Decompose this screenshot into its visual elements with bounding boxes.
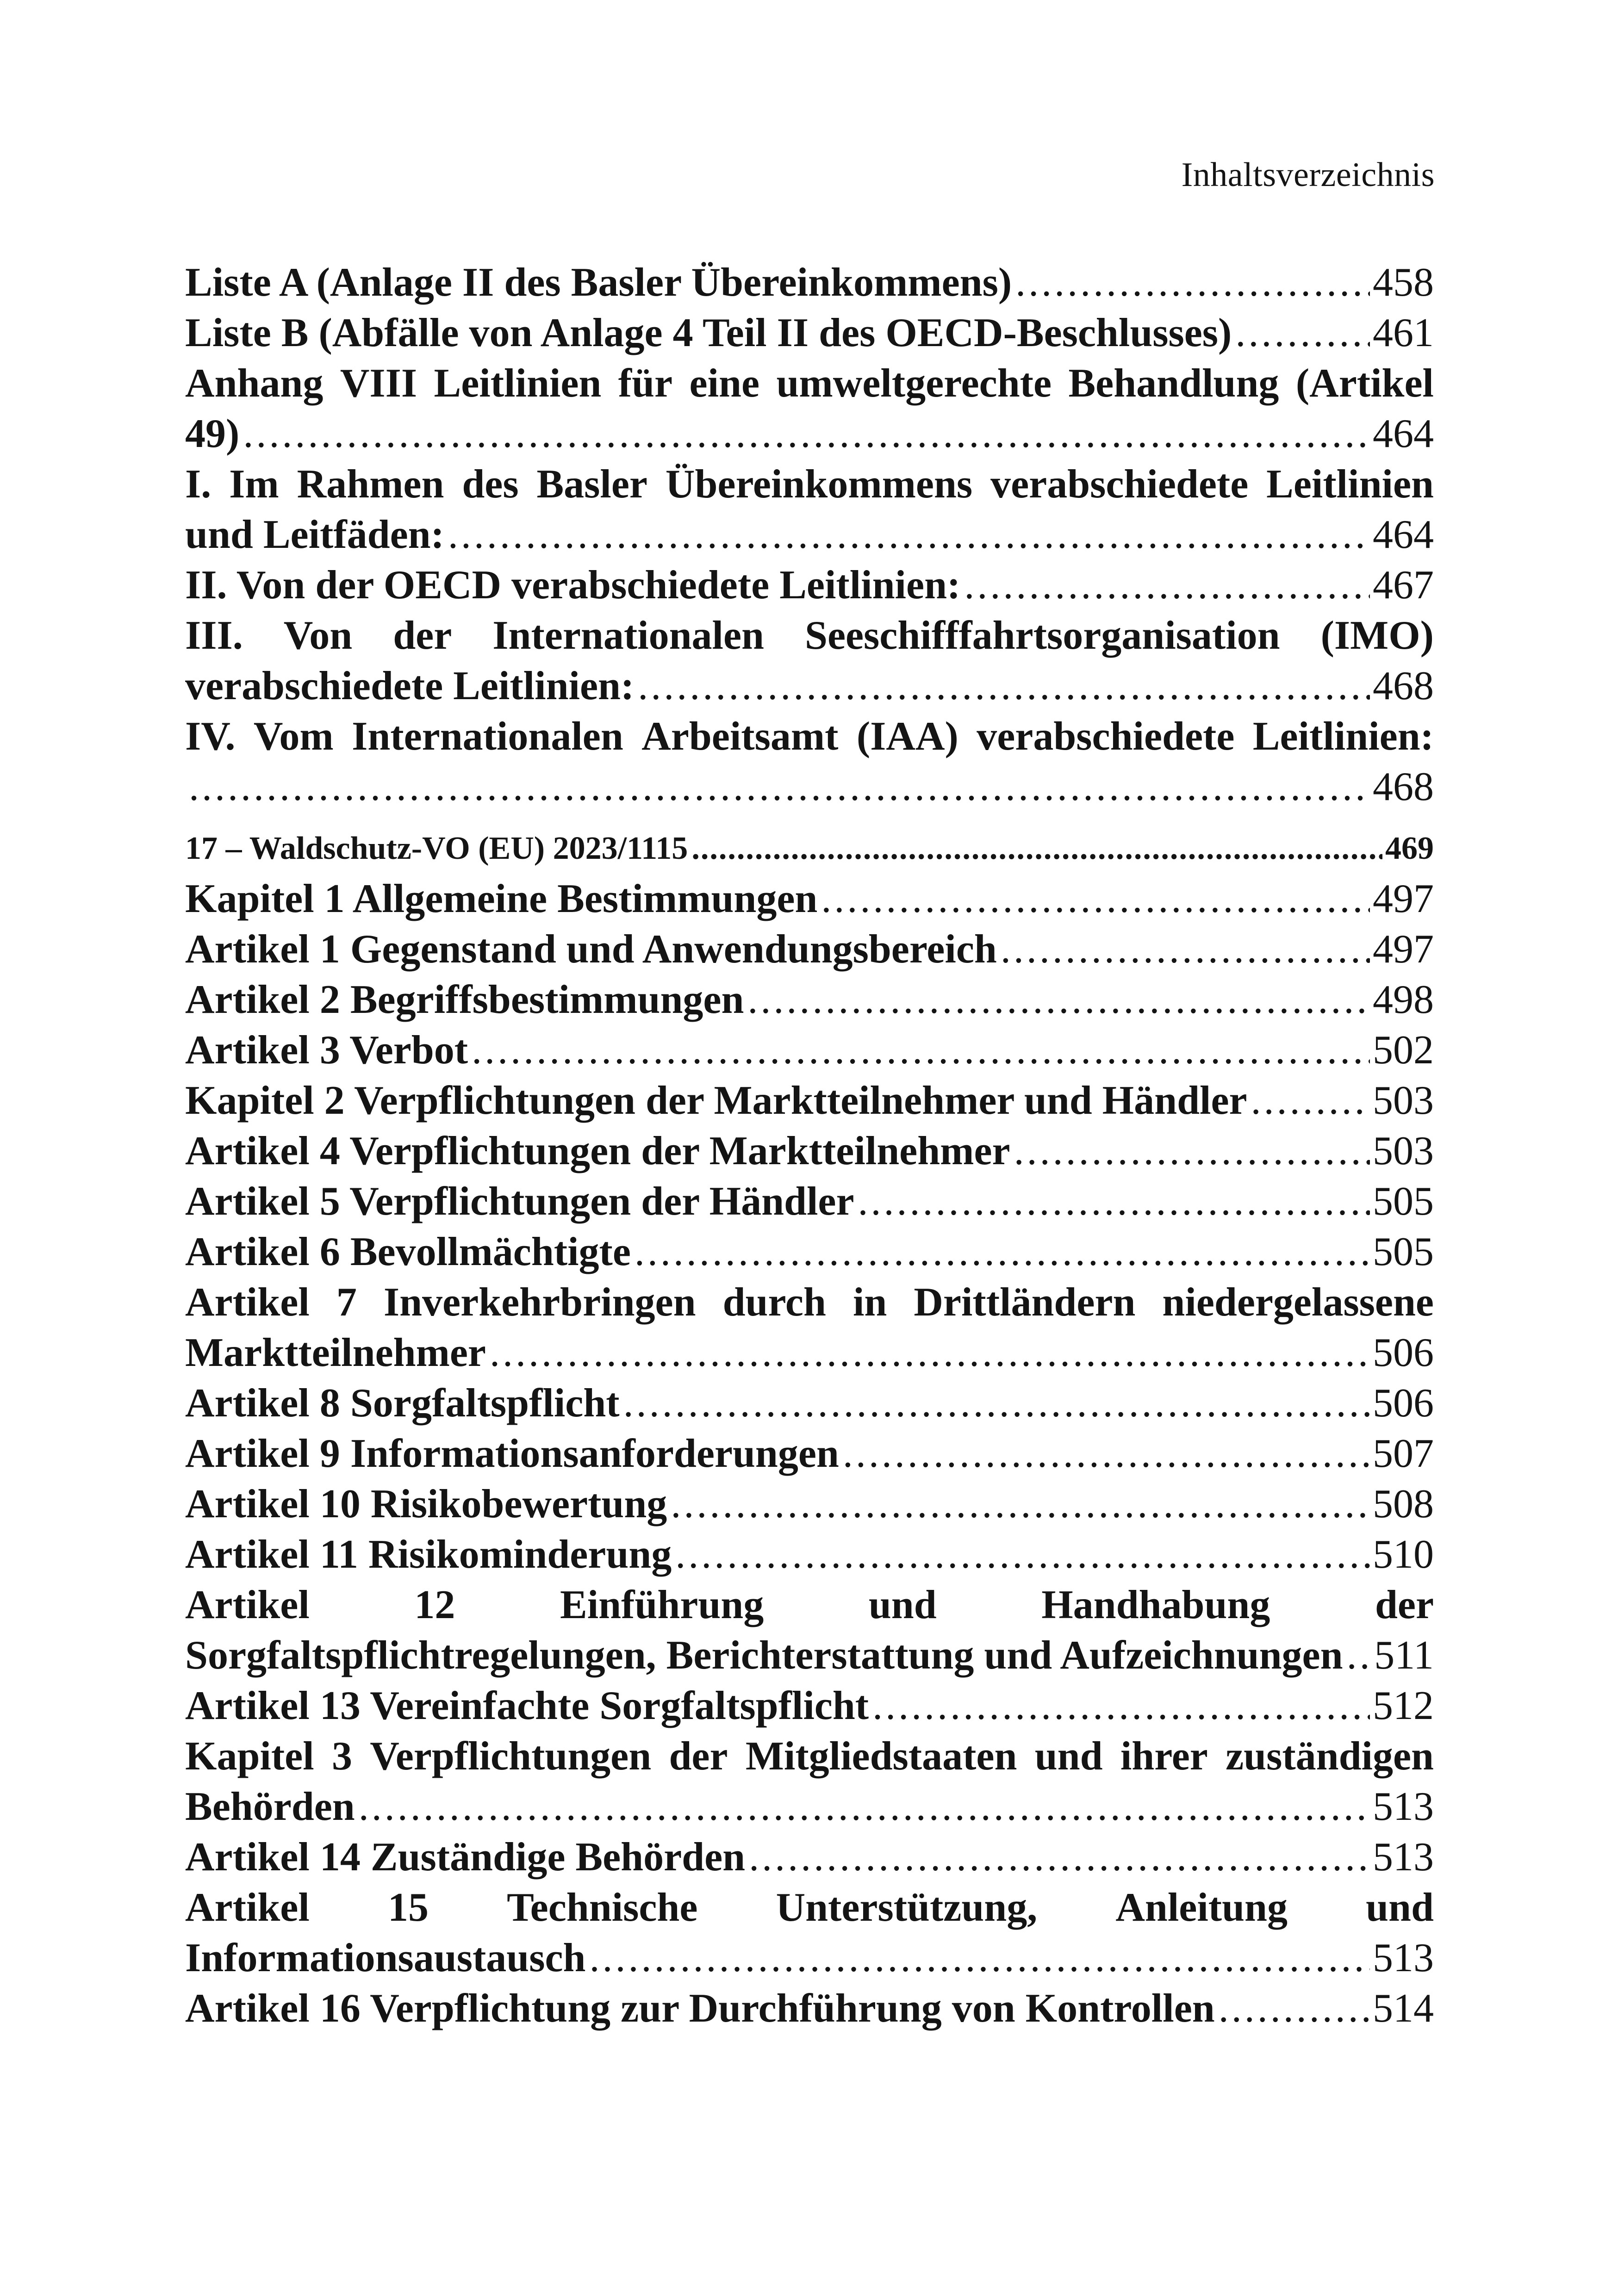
table-of-contents [185,257,1434,2034]
toc-entry[interactable] [185,1882,1434,1983]
dot-leader [1219,1983,1370,2034]
dot-leader [448,509,1370,560]
toc-entry-text-line: Anhang VIII Leitlinien für eine umweltgerechte Behandlung (Artikel [185,361,1434,406]
toc-entry-text-line: Kapitel 3 Verpflichtungen der Mitgliedstaaten und ihrer zuständigen [185,1734,1434,1779]
toc-entry-title: Kapitel 2 Verpflichtungen der Marktteilnehmer und Händler [185,1078,1247,1123]
toc-page-number: 512 [1373,1683,1434,1728]
toc-entry[interactable] [185,974,1434,1025]
toc-page-number: 506 [1373,1381,1434,1426]
toc-entry-text-line: Artikel 7 Inverkehrbringen durch in Drittländern niedergelassene [185,1280,1434,1325]
toc-page-number: 497 [1373,876,1434,921]
toc-entry-title: Artikel 13 Vereinfachte Sorgfaltspflicht [185,1683,869,1728]
toc-entry-title: Artikel 6 Bevollmächtigte [185,1229,631,1274]
toc-page-number: 469 [1385,831,1434,866]
toc-entry[interactable] [185,1529,1434,1580]
dot-leader [189,762,1370,812]
dot-leader [843,1428,1370,1479]
dot-leader [691,823,1382,874]
toc-page-number: 468 [1373,664,1434,708]
toc-entry-text-line: Artikel 12 Einführung und Handhabung der [185,1582,1434,1627]
toc-chapter-entry[interactable] [185,823,1434,874]
toc-page-number: 510 [1373,1532,1434,1577]
toc-entry-title: Kapitel 1 Allgemeine Bestimmungen [185,876,818,921]
toc-entry[interactable] [185,1681,1434,1731]
toc-entry-text-line: I. Im Rahmen des Basler Übereinkommens verabschiedete Leitlinien [185,462,1434,507]
toc-entry-title: 49) [185,411,240,456]
dot-leader [964,560,1370,610]
page-header-title: Inhaltsverzeichnis [1181,156,1435,194]
toc-page-number: 514 [1373,1986,1434,2031]
toc-entry[interactable] [185,1832,1434,1882]
toc-page-number: 511 [1374,1633,1434,1678]
toc-entry-title: verabschiedete Leitlinien: [185,664,635,708]
dot-leader [589,1933,1370,1983]
toc-entry[interactable] [185,257,1434,308]
toc-entry-title: Artikel 3 Verbot [185,1028,468,1073]
toc-entry-title: Behörden [185,1784,355,1829]
toc-entry[interactable] [185,610,1434,711]
toc-entry-title: Artikel 10 Risikobewertung [185,1482,667,1527]
toc-entry[interactable] [185,1227,1434,1277]
dot-leader [1347,1630,1372,1681]
dot-leader [623,1378,1370,1428]
toc-page-number: 513 [1373,1784,1434,1829]
toc-entry[interactable] [185,1378,1434,1428]
toc-entry-title: Artikel 14 Zuständige Behörden [185,1835,746,1880]
dot-leader [675,1529,1370,1580]
toc-page-number: 467 [1373,563,1434,608]
toc-page-number: 513 [1373,1835,1434,1880]
toc-page-number: 503 [1373,1078,1434,1123]
toc-entry[interactable] [185,1580,1434,1681]
toc-entry-title: Artikel 5 Verpflichtungen der Händler [185,1179,854,1224]
dot-leader [872,1681,1370,1731]
toc-entry-text-line: Artikel 15 Technische Unterstützung, Anleitung und [185,1885,1434,1930]
toc-entry[interactable] [185,1126,1434,1176]
dot-leader [1251,1075,1370,1126]
toc-page-number: 458 [1373,260,1434,305]
toc-entry[interactable] [185,560,1434,610]
toc-page-number: 498 [1373,977,1434,1022]
toc-page-number: 505 [1373,1229,1434,1274]
dot-leader [490,1328,1370,1378]
toc-entry[interactable] [185,1479,1434,1529]
toc-entry-title: Marktteilnehmer [185,1330,486,1375]
section-gap [185,812,1434,823]
dot-leader [821,874,1370,924]
dot-leader [747,974,1370,1025]
toc-entry-title: Artikel 9 Informationsanforderungen [185,1431,839,1476]
dot-leader [1015,257,1370,308]
toc-page-number: 513 [1373,1936,1434,1980]
dot-leader [858,1176,1370,1227]
toc-entry-title: Artikel 16 Verpflichtung zur Durchführung von Kontrollen [185,1986,1215,2031]
toc-page-number: 502 [1373,1028,1434,1073]
toc-entry-title: Artikel 8 Sorgfaltspflicht [185,1381,620,1426]
dot-leader [635,1227,1370,1277]
toc-entry[interactable] [185,924,1434,974]
toc-entry-title: Artikel 1 Gegenstand und Anwendungsbereich [185,927,997,972]
toc-entry[interactable] [185,711,1434,812]
toc-page-number: 506 [1373,1330,1434,1375]
toc-entry[interactable] [185,1731,1434,1832]
toc-entry[interactable] [185,874,1434,924]
toc-entry[interactable] [185,1277,1434,1378]
toc-page-number: 461 [1373,310,1434,355]
toc-page-number: 497 [1373,927,1434,972]
toc-entry[interactable] [185,1176,1434,1227]
toc-entry-title: Liste B (Abfälle von Anlage 4 Teil II des OECD-Beschlusses) [185,310,1232,355]
dot-leader [243,409,1370,459]
toc-entry-text-line: III. Von der Internationalen Seeschifffahrtsorganisation (IMO) [185,613,1434,658]
dot-leader [359,1781,1370,1832]
dot-leader [671,1479,1370,1529]
toc-page-number: 464 [1373,512,1434,557]
toc-entry-text-line: IV. Vom Internationalen Arbeitsamt (IAA) verabschiedete Leitlinien: [185,714,1434,759]
dot-leader [472,1025,1370,1075]
dot-leader [638,661,1370,711]
toc-entry-title: Informationsaustausch [185,1936,586,1980]
toc-entry-title: Liste A (Anlage II des Basler Übereinkommens) [185,260,1012,305]
toc-entry-title: Artikel 11 Risikominderung [185,1532,672,1577]
toc-entry[interactable] [185,1983,1434,2034]
toc-entry-title: Artikel 4 Verpflichtungen der Marktteilnehmer [185,1129,1010,1173]
toc-entry-title: II. Von der OECD verabschiedete Leitlinien: [185,563,961,608]
toc-entry[interactable] [185,459,1434,560]
toc-entry-title: Sorgfaltspflichtregelungen, Berichterstattung und Aufzeichnungen [185,1633,1343,1678]
toc-page-number: 464 [1373,411,1434,456]
toc-page-number: 507 [1373,1431,1434,1476]
toc-page-number: 505 [1373,1179,1434,1224]
toc-page-number: 468 [1373,764,1434,809]
dot-leader [1235,308,1370,358]
toc-entry-title: und Leitfäden: [185,512,444,557]
dot-leader [749,1832,1370,1882]
toc-entry-title: 17 – Waldschutz-VO (EU) 2023/1115 [185,831,688,866]
toc-entry[interactable] [185,1428,1434,1479]
dot-leader [1014,1126,1370,1176]
toc-entry[interactable] [185,1025,1434,1075]
toc-entry-title: Artikel 2 Begriffsbestimmungen [185,977,744,1022]
dot-leader [1001,924,1370,974]
toc-page-number: 508 [1373,1482,1434,1527]
toc-entry[interactable] [185,358,1434,459]
toc-entry[interactable] [185,308,1434,358]
toc-page-number: 503 [1373,1129,1434,1173]
toc-entry[interactable] [185,1075,1434,1126]
